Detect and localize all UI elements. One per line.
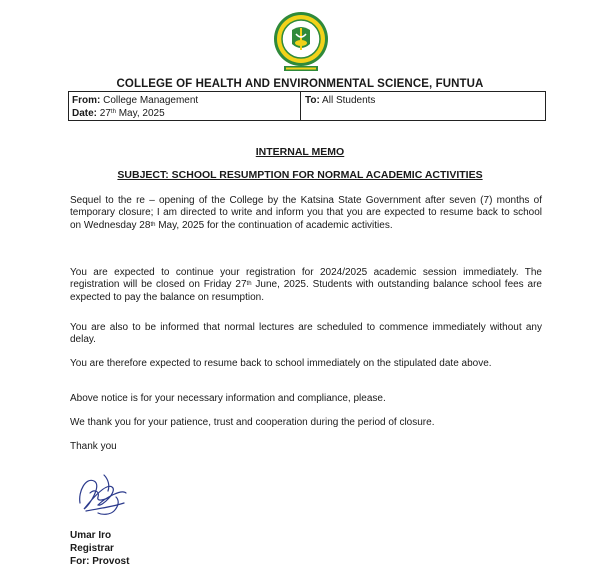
date-suffix: th xyxy=(110,109,116,115)
college-name: COLLEGE OF HEALTH AND ENVIRONMENTAL SCIENCE, FUNTUA xyxy=(116,78,484,90)
paragraph-1-part2: May, 2025 for the continuation of academic activities. xyxy=(155,219,393,231)
paragraph-1-sup: th xyxy=(150,221,156,228)
date-label: Date: xyxy=(72,108,98,119)
memo-subject: SUBJECT: SCHOOL RESUMPTION FOR NORMAL ACADEMIC ACTIVITIES xyxy=(117,169,483,181)
date-line xyxy=(72,107,300,120)
signatory-name: Umar Iro xyxy=(70,530,112,541)
paragraph-2 xyxy=(70,267,542,304)
memo-title: INTERNAL MEMO xyxy=(255,146,345,158)
signatory-title: Registrar xyxy=(70,543,114,554)
paragraph-5: Above notice is for your necessary information and compliance, please. xyxy=(70,393,386,404)
paragraph-2-part1: You are expected to continue your registration for 2024/2025 academic session immediately. The registration will be closed on Friday 27 xyxy=(70,267,542,291)
date-day: 27 xyxy=(99,108,111,119)
header-right-cell xyxy=(301,92,545,120)
paragraph-2-sup: th xyxy=(246,281,252,288)
from-label: From: xyxy=(72,95,101,106)
college-logo-icon xyxy=(272,10,330,74)
to-line xyxy=(305,94,545,107)
paragraph-6: We thank you for your patience, trust and cooperation during the period of closure. xyxy=(70,417,435,428)
memo-header-table xyxy=(68,91,546,121)
from-line xyxy=(72,94,300,107)
paragraph-4: You are therefore expected to resume back to school immediately on the stipulated date above. xyxy=(70,358,492,369)
to-label: To: xyxy=(305,95,320,106)
header-left-cell xyxy=(69,92,301,120)
from-value: College Management xyxy=(103,95,199,106)
signature-icon xyxy=(72,463,134,525)
closing-text: Thank you xyxy=(70,441,117,452)
to-value: All Students xyxy=(322,95,376,106)
signatory-for: For: Provost xyxy=(70,556,130,567)
date-rest: May, 2025 xyxy=(118,108,165,119)
paragraph-1 xyxy=(70,195,542,232)
paragraph-3: You are also to be informed that normal lectures are scheduled to commence immediately without any delay. xyxy=(70,322,542,346)
paragraph-2-part2: June, 2025. Students with outstanding balance school fees are expected to pay the balance on resumption. xyxy=(70,279,542,303)
paragraph-1-part1: Sequel to the re – opening of the College by the Katsina State Government after seven (7) months of temporary closure; I am directed to write and inform you that you are expected to resume back to school on Wednesday 28 xyxy=(70,195,542,231)
